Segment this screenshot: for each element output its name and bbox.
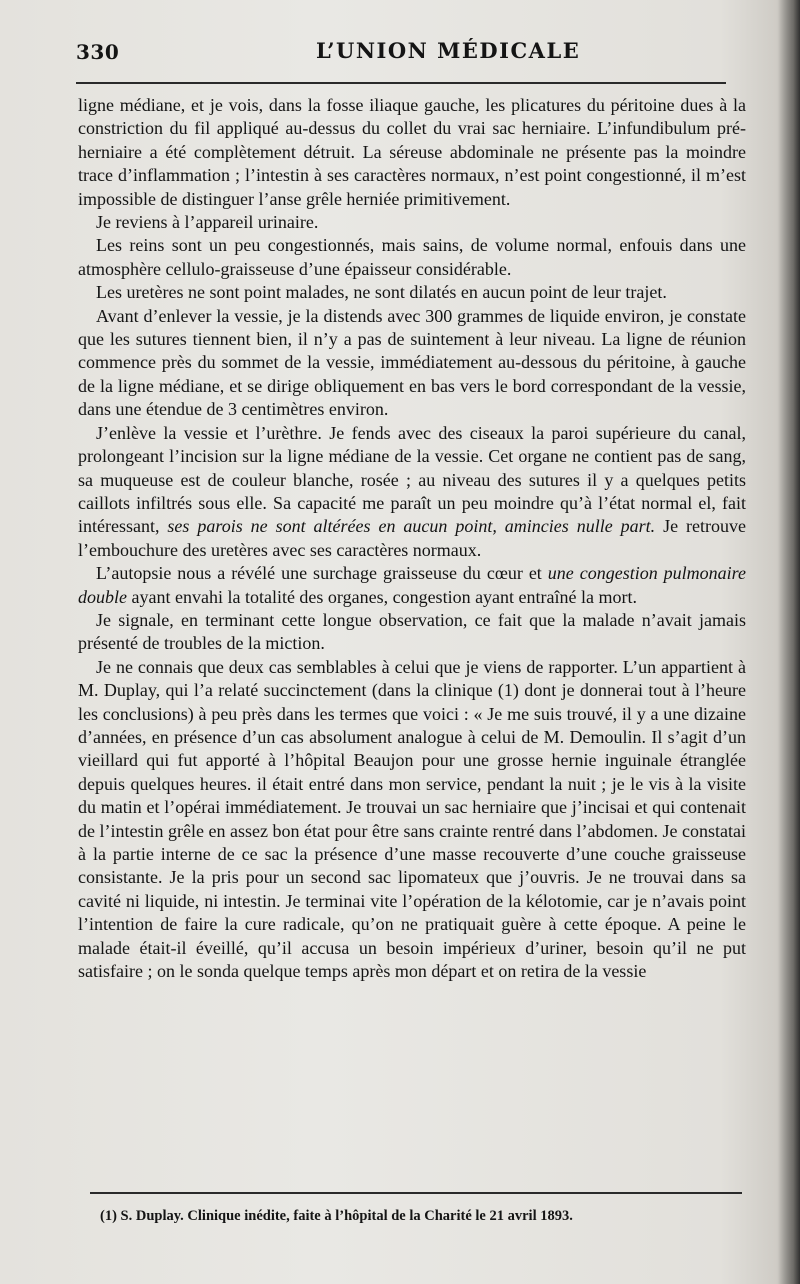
header-rule [76,82,726,84]
paragraph [78,422,746,562]
paragraph-text: Je retrouve l’embouchure des uretères avec ses caractères normaux. [78,516,746,560]
paragraph-text: Je ne connais que deux cas semblables à celui que je viens de rapporter. L’un appartient à M. Duplay, qui l’a relaté succinctement (dans la clinique (1) dont je donnerai tout à l’heure les conclusions) à peu près dans les termes que voici : « Je me suis trouvé, il y a une dizaine d’années, en présence d’un cas absolument analogue à celui de M. Demoulin. Il s’agit d’un vieillard qui fut apporté à l’hôpital Beaujon pour une grosse hernie inguinale étranglée depuis quelques heures. il était entré dans mon service, pendant la nuit ; je le vis à la visite du matin et l’opérai immédiatement. Je trouvai un sac herniaire que j’incisai et qui contenait de l’intestin grêle en assez bon état pour être sans crainte rentré dans l’abdomen. Je constatai à la partie interne de ce sac la présence d’une masse recouverte d’une couche graisseuse consistante. Je la pris pour un second sac lipomateux que j’ouvris. Je ne trouvai dans sa cavité ni liquide, ni intestin. Je terminai vite l’opération de la kélotomie, car je n’avais point l’intention de faire la cure radicale, qu’on ne pratiquait guère à cette époque. A peine le malade était-il éveillé, qu’il accusa un besoin impérieux d’uriner, besoin qu’il ne put satisfaire ; on le sonda quelque temps après mon départ et on retira de la vessie [78,656,746,982]
paragraph-text: Je signale, en terminant cette longue observation, ce fait que la malade n’avait jamais présenté de troubles de la miction. [78,609,746,654]
paragraph-text: ayant envahi la totalité des organes, congestion ayant entraîné la mort. [127,586,637,607]
paragraph-text: Les reins sont un peu congestionnés, mais sains, de volume normal, enfouis dans une atmosphère cellulo-graisseuse d’une épaisseur considérable. [78,235,746,279]
footnote-rule [90,1192,742,1194]
paragraph-text: J’enlève la vessie et l’urèthre. Je fends avec des ciseaux la paroi supérieure du canal, prolongeant l’incision sur la ligne médiane de la vessie. Cet organe ne contient pas de sang, sa muqueuse est de couleur blanche, rosée ; au niveau des sutures il y a quelques petits caillots infiltrés sous elle. Sa capacité me paraît un peu moindre qu’à l’état normal el, fait intéressant, [78,422,746,537]
paragraph-text: L’autopsie nous a révélé une surchage graisseuse du cœur et [96,563,548,584]
paragraph [78,281,746,304]
paragraph-text: Avant d’enlever la vessie, je la distends avec 300 grammes de liquide environ, je constate que les sutures tiennent bien, il n’y a pas de suintement à leur niveau. La ligne de réunion commence près du sommet de la vessie, immédiatement au-dessous du péritoine, à gauche de la ligne médiane, et se dirige obliquement en bas vers le bord correspondant de la vessie, dans une étendue de 3 centimètres environ. [78,305,746,420]
paragraph [78,234,746,281]
paragraph-text: ligne médiane, et je vois, dans la fosse iliaque gauche, les plicatures du péritoine dues à la constriction du fil appliqué au-dessus du collet du vrai sac herniaire. L’infundibulum pré-herniaire a été complètement détruit. La séreuse abdominale ne présente pas la moindre trace d’inflammation ; l’intestin à ses caractères normaux, n’est point congestionné, il m’est impossible de distinguer l’anse grêle herniée primitivement. [78,95,746,209]
paragraph-emphasis: une congestion pulmonaire double [78,563,746,607]
paragraph [78,94,746,211]
paragraph [78,211,746,234]
body-text [78,94,746,983]
paragraph [78,562,746,609]
paragraph-text: Je reviens à l’appareil urinaire. [96,212,319,233]
footnote: (1) S. Duplay. Clinique inédite, faite à l’hôpital de la Charité le 21 avril 1893. [100,1208,573,1224]
paragraph-text: Les uretères ne sont point malades, ne sont dilatés en aucun point de leur trajet. [96,282,667,303]
page-edge-shadow [778,0,800,1284]
page-number: 330 [76,40,120,64]
paragraph [78,305,746,422]
paragraph [78,609,746,656]
paragraph [78,656,746,984]
running-title: L’UNION MÉDICALE [316,38,581,63]
paragraph-emphasis: ses parois ne sont altérées en aucun point, amincies nulle part. [167,516,656,537]
page-header [76,36,726,66]
